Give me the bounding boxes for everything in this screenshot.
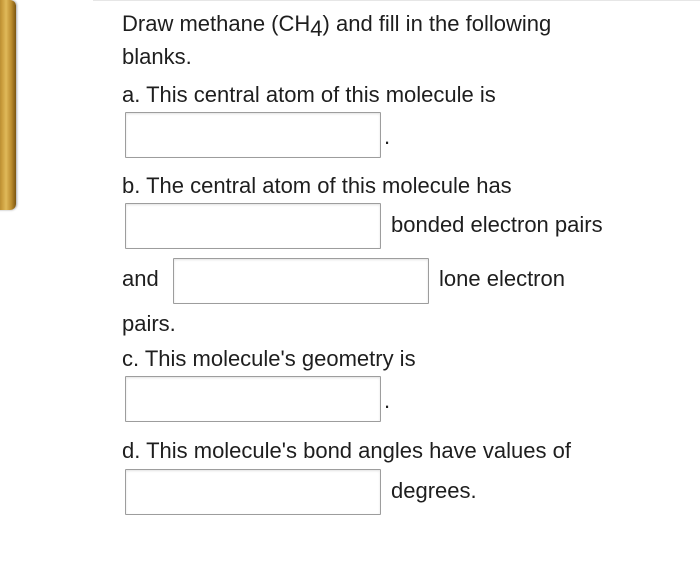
part-b-pairs-text: pairs. (122, 311, 176, 336)
top-divider (93, 0, 700, 1)
part-c-period: . (384, 388, 391, 413)
question-intro-line2: blanks. (122, 44, 192, 69)
subscript-4: 4 (310, 16, 323, 41)
part-b-bonded-pairs-text: bonded electron pairs (391, 212, 603, 237)
part-b-bonded-pairs-input[interactable] (125, 203, 381, 249)
part-c-geometry-input[interactable] (125, 376, 381, 422)
part-b-lone-electron-text: lone electron (439, 266, 565, 291)
part-d-degrees-text: degrees. (391, 478, 477, 503)
part-a-label: a. This central atom of this molecule is (122, 82, 496, 107)
question-intro-line1: Draw methane $(CH_4)$ and fill in the following (122, 11, 552, 41)
part-c-label: c. This molecule's geometry is (122, 346, 416, 371)
part-a-period: . (384, 124, 391, 149)
part-d-bond-angle-input[interactable] (125, 469, 381, 515)
side-bookmark-tab[interactable] (0, 0, 16, 210)
part-b-and-text: and (122, 266, 159, 291)
part-b-label: b. The central atom of this molecule has (122, 173, 512, 198)
part-a-answer-input[interactable] (125, 112, 381, 158)
part-b-lone-pairs-input[interactable] (173, 258, 429, 304)
part-d-label: d. This molecule's bond angles have values of (122, 438, 571, 463)
